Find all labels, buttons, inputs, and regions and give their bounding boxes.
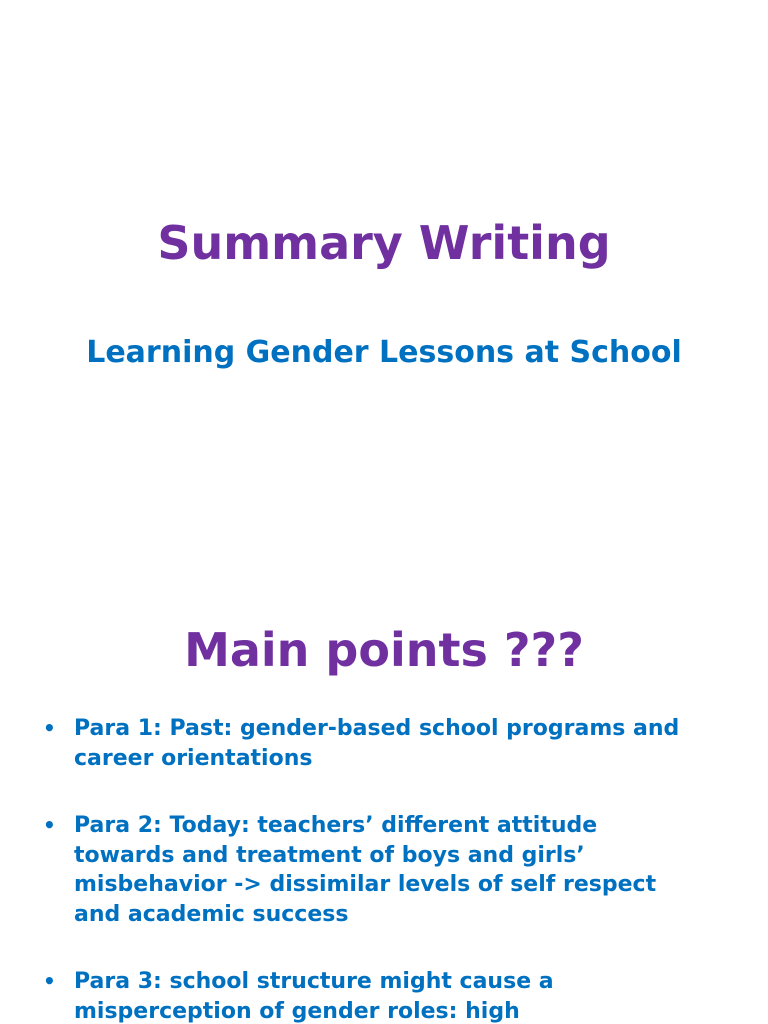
bullet-text: Para 2: Today: teachers’ different attitude towards and treatment of boys and girls’ misbehavior -> dissimilar levels of self respect and academic success <box>74 813 657 927</box>
bullet-icon: • <box>43 969 56 993</box>
bullet-icon: • <box>43 813 56 837</box>
bullet-item-para-2 <box>0 811 768 929</box>
bullet-text: Para 1: Past: gender-based school programs and career orientations <box>74 716 680 771</box>
slide-subtitle: Learning Gender Lessons at School <box>86 335 682 370</box>
slide-title-heading: Summary Writing <box>157 216 611 270</box>
main-points-heading: Main points ??? <box>184 623 584 677</box>
bullet-item-para-3 <box>0 967 768 1024</box>
bullet-text: Para 3: school structure might cause a misperception of gender roles: high <box>74 969 554 1024</box>
slide-main-points <box>0 576 768 1024</box>
bullet-icon: • <box>43 716 56 740</box>
bullet-item-para-1 <box>0 714 768 773</box>
bullet-list <box>0 714 768 1024</box>
